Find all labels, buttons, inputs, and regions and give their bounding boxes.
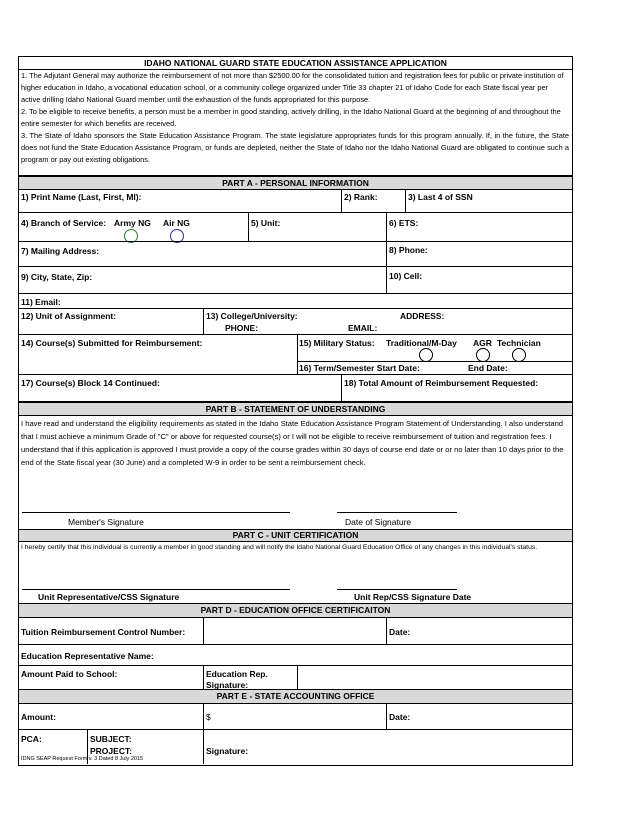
part-c-header: PART C - UNIT CERTIFICATION [19,530,572,541]
dollar-sign: $ [206,712,211,722]
signature-date-label: Date of Signature [345,517,412,527]
rank-label: 2) Rank: [344,192,378,202]
print-name-label: 1) Print Name (Last, First, MI): [21,192,142,202]
subject-label: SUBJECT: [90,734,132,744]
city-state-zip-label: 9) City, State, Zip: [21,272,93,282]
unit-rep-date-label: Unit Rep/CSS Signature Date [354,592,472,602]
ssn-label: 3) Last 4 of SSN [408,192,473,202]
army-ng-label: Army NG [114,218,151,228]
control-number-label: Tuition Reimbursement Control Number: [21,627,186,637]
start-date-label: 16) Term/Semester Start Date: [299,363,420,373]
rule-line [386,703,387,729]
rule-line [386,617,387,644]
education-rep-label: Education Representative Name: [21,651,154,661]
rule-line [248,212,249,241]
education-rep-signature-label: Education Rep. Signature: [206,669,268,689]
rule-line [19,374,572,375]
air-ng-label: Air NG [163,218,190,228]
member-signature-label: Member's Signature [68,517,144,527]
traditional-radio[interactable] [419,348,433,362]
member-signature-line[interactable] [22,512,290,513]
part-a-header: PART A - PERSONAL INFORMATION [19,177,572,189]
rule-line [19,617,572,618]
email-label: 11) Email: [21,297,61,307]
unit-rep-date-line[interactable] [337,589,457,590]
rule-line [19,729,572,730]
rule-line [297,665,298,689]
rule-line [341,189,342,212]
part-e-header: PART E - STATE ACCOUNTING OFFICE [19,690,572,703]
amount-label: Amount: [21,712,56,722]
rule-line [19,308,572,309]
part-d-date-label: Date: [389,627,411,637]
technician-radio[interactable] [512,348,526,362]
phone-label: 8) Phone: [389,245,428,255]
courses-continued-label: 17) Course(s) Block 14 Continued: [21,378,160,388]
rule-line [19,241,572,242]
rule-line [203,308,204,334]
intro-paragraph-3: 3. The State of Idaho sponsors the State Education Assistance Program. The state legislature appropriates funds for this program annually. If, in the future, the State does not fund the State Education Assistance Program, or funds are depleted, neither the State of Idaho nor the Idaho National Guard are obligated to continue such a program or pay out existing obligations. [21,131,569,164]
rule-line [297,334,298,374]
unit-rep-signature-line[interactable] [22,589,290,590]
rule-line [297,361,572,362]
part-c-statement: I hereby certify that this individual is currently a member in good standing and will notify the Idaho National Guard Education Office of any changes in this individual's status. [21,544,538,551]
unit-label: 5) Unit: [251,218,281,228]
unit-rep-signature-label: Unit Representative/CSS Signature [38,592,180,602]
rule-line [19,415,572,416]
rule-line [19,266,572,267]
rule-line [19,644,572,645]
form-version-footer: IDNG SEAP Request Form v. 3 Dated 8 July 2015 [21,756,144,762]
part-b-statement: I have read and understand the eligibility requirements as stated in the Idaho State Education Assistance Program Statement of Understanding. I also understand that I must achieve a minimum Grade of "C" or above for requested course(s) or I will not be eligible to receive reimbursement of tuition and registration fees. I understand that if this application is approved I must provide a copy of the course grades within 30 days of course end date or or no later than 10 days prior to the end of the State fiscal year (30 June) and a completed W-9 in order to be sent a reimbursement check. [21,419,564,467]
college-phone-label: PHONE: [225,323,259,333]
cell-label: 10) Cell: [389,271,423,281]
military-status-label: 15) Military Status: [299,338,375,348]
rule-line [203,703,204,764]
rule-line [19,334,572,335]
rule-line [405,189,406,212]
mailing-address-label: 7) Mailing Address: [21,246,100,256]
accounting-signature-label: Signature: [206,746,249,756]
college-address-label: ADDRESS: [400,311,445,321]
part-b-header: PART B - STATEMENT OF UNDERSTANDING [19,403,572,415]
courses-label: 14) Course(s) Submitted for Reimbursement: [21,338,203,348]
intro-paragraph-2: 2. To be eligible to receive benefits, a person must be a member in good standing, actively drilling, in the Idaho National Guard at the beginning of and throughout the entire semester for which benefits are received. [21,107,561,128]
rule-line [19,703,572,704]
rule-line [19,665,572,666]
rule-line [19,293,572,294]
traditional-label: Traditional/M-Day [386,338,457,348]
member-date-line[interactable] [337,512,457,513]
unit-of-assignment-label: 12) Unit of Assignment: [21,311,117,321]
rule-line [19,189,572,190]
part-d-header: PART D - EDUCATION OFFICE CERTIFICAITON [19,604,572,617]
form-title: IDAHO NATIONAL GUARD STATE EDUCATION ASSISTANCE APPLICATION [19,57,572,69]
pca-label: PCA: [21,734,42,744]
branch-label: 4) Branch of Service: [21,218,107,228]
total-amount-label: 18) Total Amount of Reimbursement Requested: [344,378,539,388]
college-email-label: EMAIL: [348,323,378,333]
rule-line [203,665,204,689]
agr-label: AGR [473,338,492,348]
rule-line [341,374,342,401]
college-label: 13) College/University: [206,311,298,321]
end-date-label: End Date: [468,363,508,373]
rule-line [19,212,572,213]
rule-line [203,617,204,644]
amount-paid-label: Amount Paid to School: [21,669,118,679]
intro-paragraph-1: 1. The Adjutant General may authorize the reimbursement of not more than $2500.00 for the consolidated tuition and registration fees for public or private institution of higher education in Idaho, a vocational education school, or a community college organized under Title 33 chapter 21 of Idaho Code for each State fiscal year per active drilling Idaho National Guard member until the exhaustion of the funds appropriated for this purpose. [21,71,564,104]
project-label: PROJECT: [90,746,133,756]
rule-line [386,212,387,293]
ets-label: 6) ETS: [389,218,419,228]
agr-radio[interactable] [476,348,490,362]
technician-label: Technician [497,338,541,348]
part-e-date-label: Date: [389,712,411,722]
